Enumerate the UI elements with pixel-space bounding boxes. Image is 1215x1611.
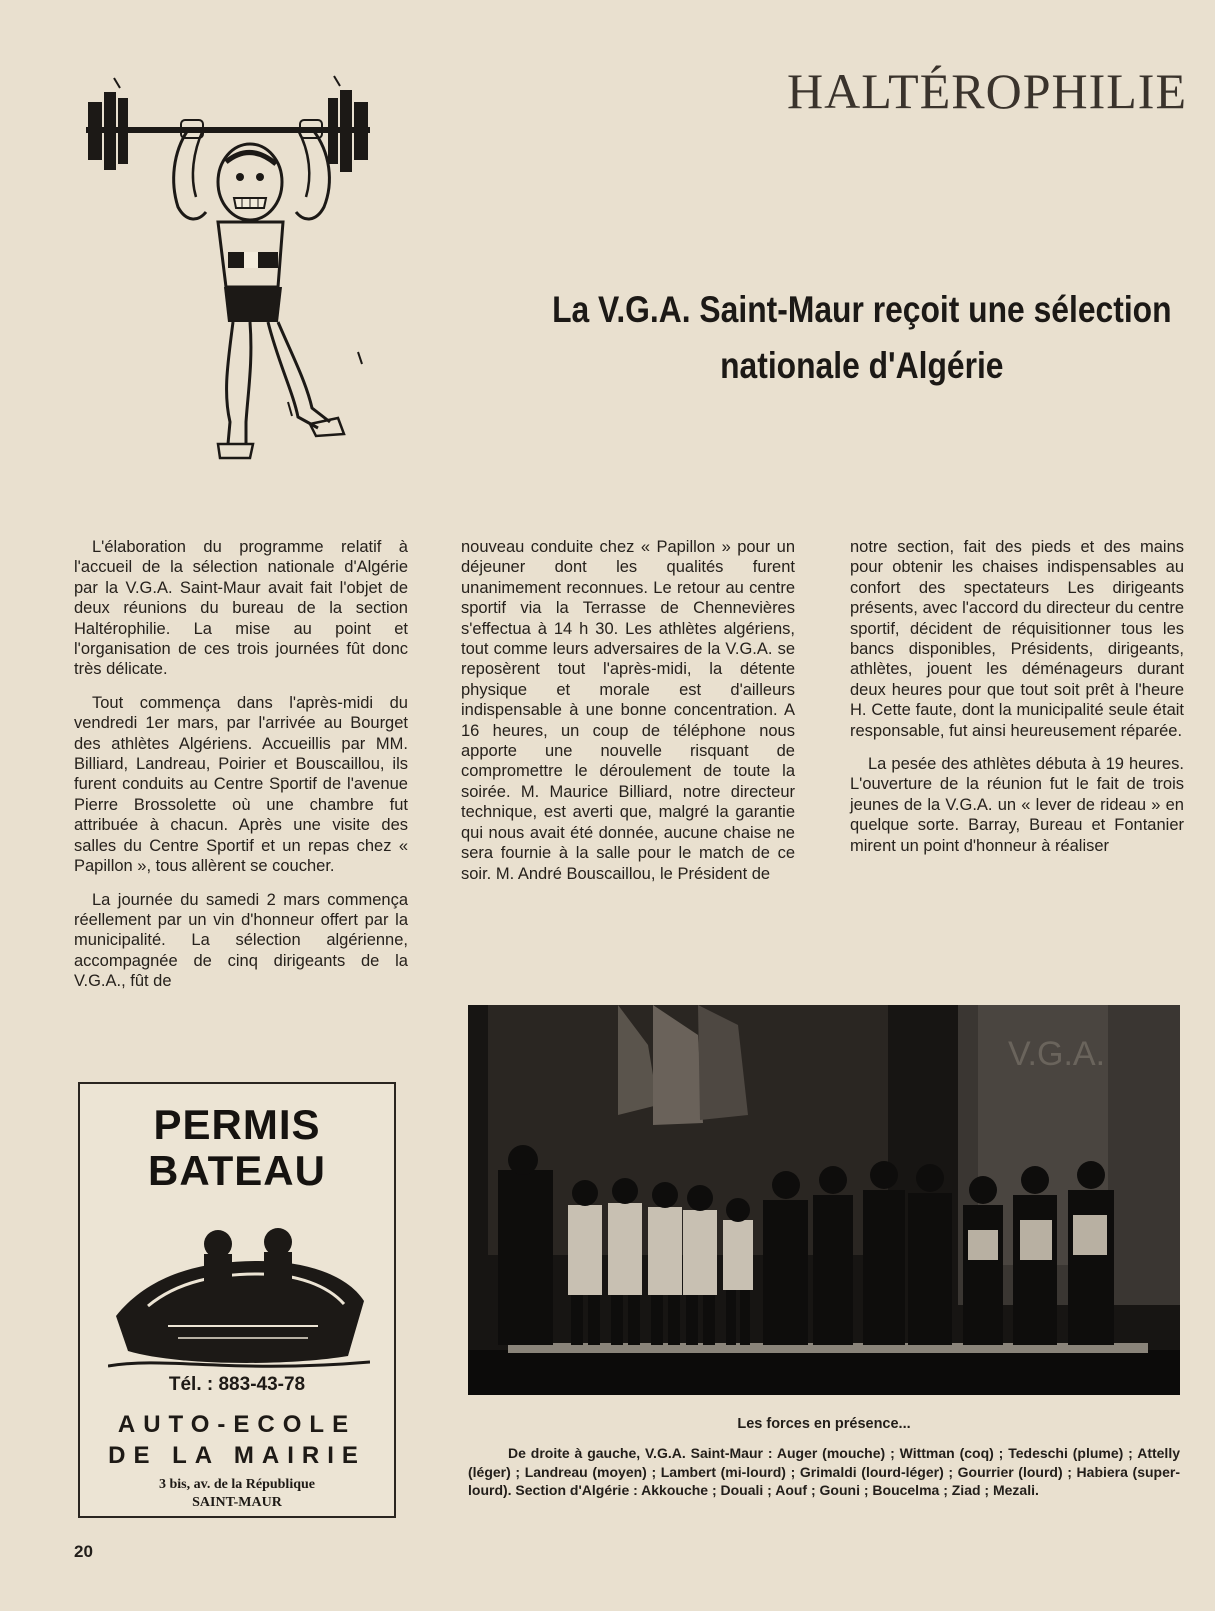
ad-title-line-1: PERMIS xyxy=(153,1101,321,1148)
ad-address-line-1: 3 bis, av. de la République xyxy=(159,1477,315,1492)
photo-caption-body: De droite à gauche, V.G.A. Saint-Maur : Auger (mouche) ; Wittman (coq) ; Tedeschi (plume) ; Attelly (léger) ; Landreau (moyen) ; Lambert (mi-lourd) ; Grimaldi (lourd-léger) ; Gourrier (lourd) ; Habiera (super-lourd). Section d'Algérie : Akkouche ; Douali ; Aouf ; Gouni ; Boucelma ; Ziad ; Mezali. xyxy=(468,1445,1180,1498)
paragraph: nouveau conduite chez « Papillon » pour un déjeuner dont les qualités furent unanimement reconnues. Le retour au centre sportif via la Terrasse de Chennevières s'effectua à 14 h 30. Les athlètes algériens, tout comme leurs adversaires de la V.G.A. se reposèrent tout l'après-midi, la détente physique et morale est d'ailleurs indispensable à une bonne concentration. A 16 heures, un coup de téléphone nous apporte une nouvelle risquant de compromettre le déroulement de toute la soirée. M. Maurice Billiard, notre directeur technique, est averti que, malgré la garantie qui nous avait été donnée, aucune chaise ne sera fournie à la salle pour le match de ce soir. M. André Bouscaillou, le Président de xyxy=(461,538,795,883)
ad-school-line-1: AUTO-ECOLE xyxy=(117,1411,357,1438)
paragraph: notre section, fait des pieds et des mains pour obtenir les chaises indispensables au confort des spectateurs Les dirigeants présents, avec l'accord du directeur du centre sportif, décident de réquisitionner tous les bancs disponibles, Présidents, dirigeants, athlètes, jouent les déménageurs durant deux heures pour que tout soit prêt à l'heure H. Cette faute, dont la municipalité seule était responsable, fut ainsi heureusement réparée. xyxy=(850,538,1184,740)
article-column-1 xyxy=(74,537,408,1005)
paragraph: La pesée des athlètes débuta à 19 heures. L'ouverture de la réunion fut le fait de trois jeunes de la V.G.A. un « lever de rideau » en quelque sorte. Barray, Bureau et Fontanier mirent un point d'honneur à réaliser xyxy=(850,755,1184,855)
section-title: HALTÉROPHILIE xyxy=(786,63,1187,119)
ad-address xyxy=(80,1476,394,1512)
ad-title xyxy=(80,1102,394,1194)
ad-phone: Tél. : 883-43-78 xyxy=(168,1374,306,1395)
team-photo-image xyxy=(468,1005,1180,1395)
advertisement-permis-bateau xyxy=(78,1082,396,1518)
paragraph: L'élaboration du programme relatif à l'accueil de la sélection nationale d'Algérie par la V.G.A. Saint-Maur avait fait l'objet de deux réunions du bureau de la section Haltérophilie. La mise au point et l'organisation de ces trois journées fût donc très délicate. xyxy=(74,538,408,679)
banner-text: V.G.A. xyxy=(1008,1035,1106,1073)
photo-caption-title: Les forces en présence... xyxy=(737,1416,911,1432)
paragraph: La journée du samedi 2 mars commença réellement par un vin d'honneur offert par la municipalité. La sélection algérienne, accompagnée de cinq dirigeants de la V.G.A., fût de xyxy=(74,890,408,991)
page-number: 20 xyxy=(74,1542,93,1561)
weightlifter-illustration xyxy=(78,72,378,472)
headline-line-2: nationale d'Algérie xyxy=(720,345,1004,386)
article-headline xyxy=(544,282,1180,394)
paragraph: Tout commença dans l'après-midi du vendredi 1er mars, par l'arrivée au Bourget des athlètes Algériens. Accueillis par MM. Billiard, Landreau, Poirier et Bouscaillou, ils furent conduits au Centre Sportif de l'avenue Pierre Brossolette où une chambre fut attribuée à chacun. Après une visite des salles du Centre Sportif et un repas chez « Papillon », tous allèrent se coucher. xyxy=(74,693,408,876)
headline-line-1: La V.G.A. Saint-Maur reçoit une sélection xyxy=(552,289,1172,330)
article-column-3 xyxy=(850,537,1184,869)
ad-address-line-2: SAINT-MAUR xyxy=(192,1495,282,1510)
ad-school-name xyxy=(80,1409,394,1471)
article-column-2 xyxy=(461,537,795,897)
speedboat-illustration xyxy=(108,1206,370,1376)
ad-title-line-2: BATEAU xyxy=(148,1147,326,1194)
ad-school-line-2: DE LA MAIRIE xyxy=(108,1442,366,1469)
team-photo xyxy=(468,1005,1180,1395)
